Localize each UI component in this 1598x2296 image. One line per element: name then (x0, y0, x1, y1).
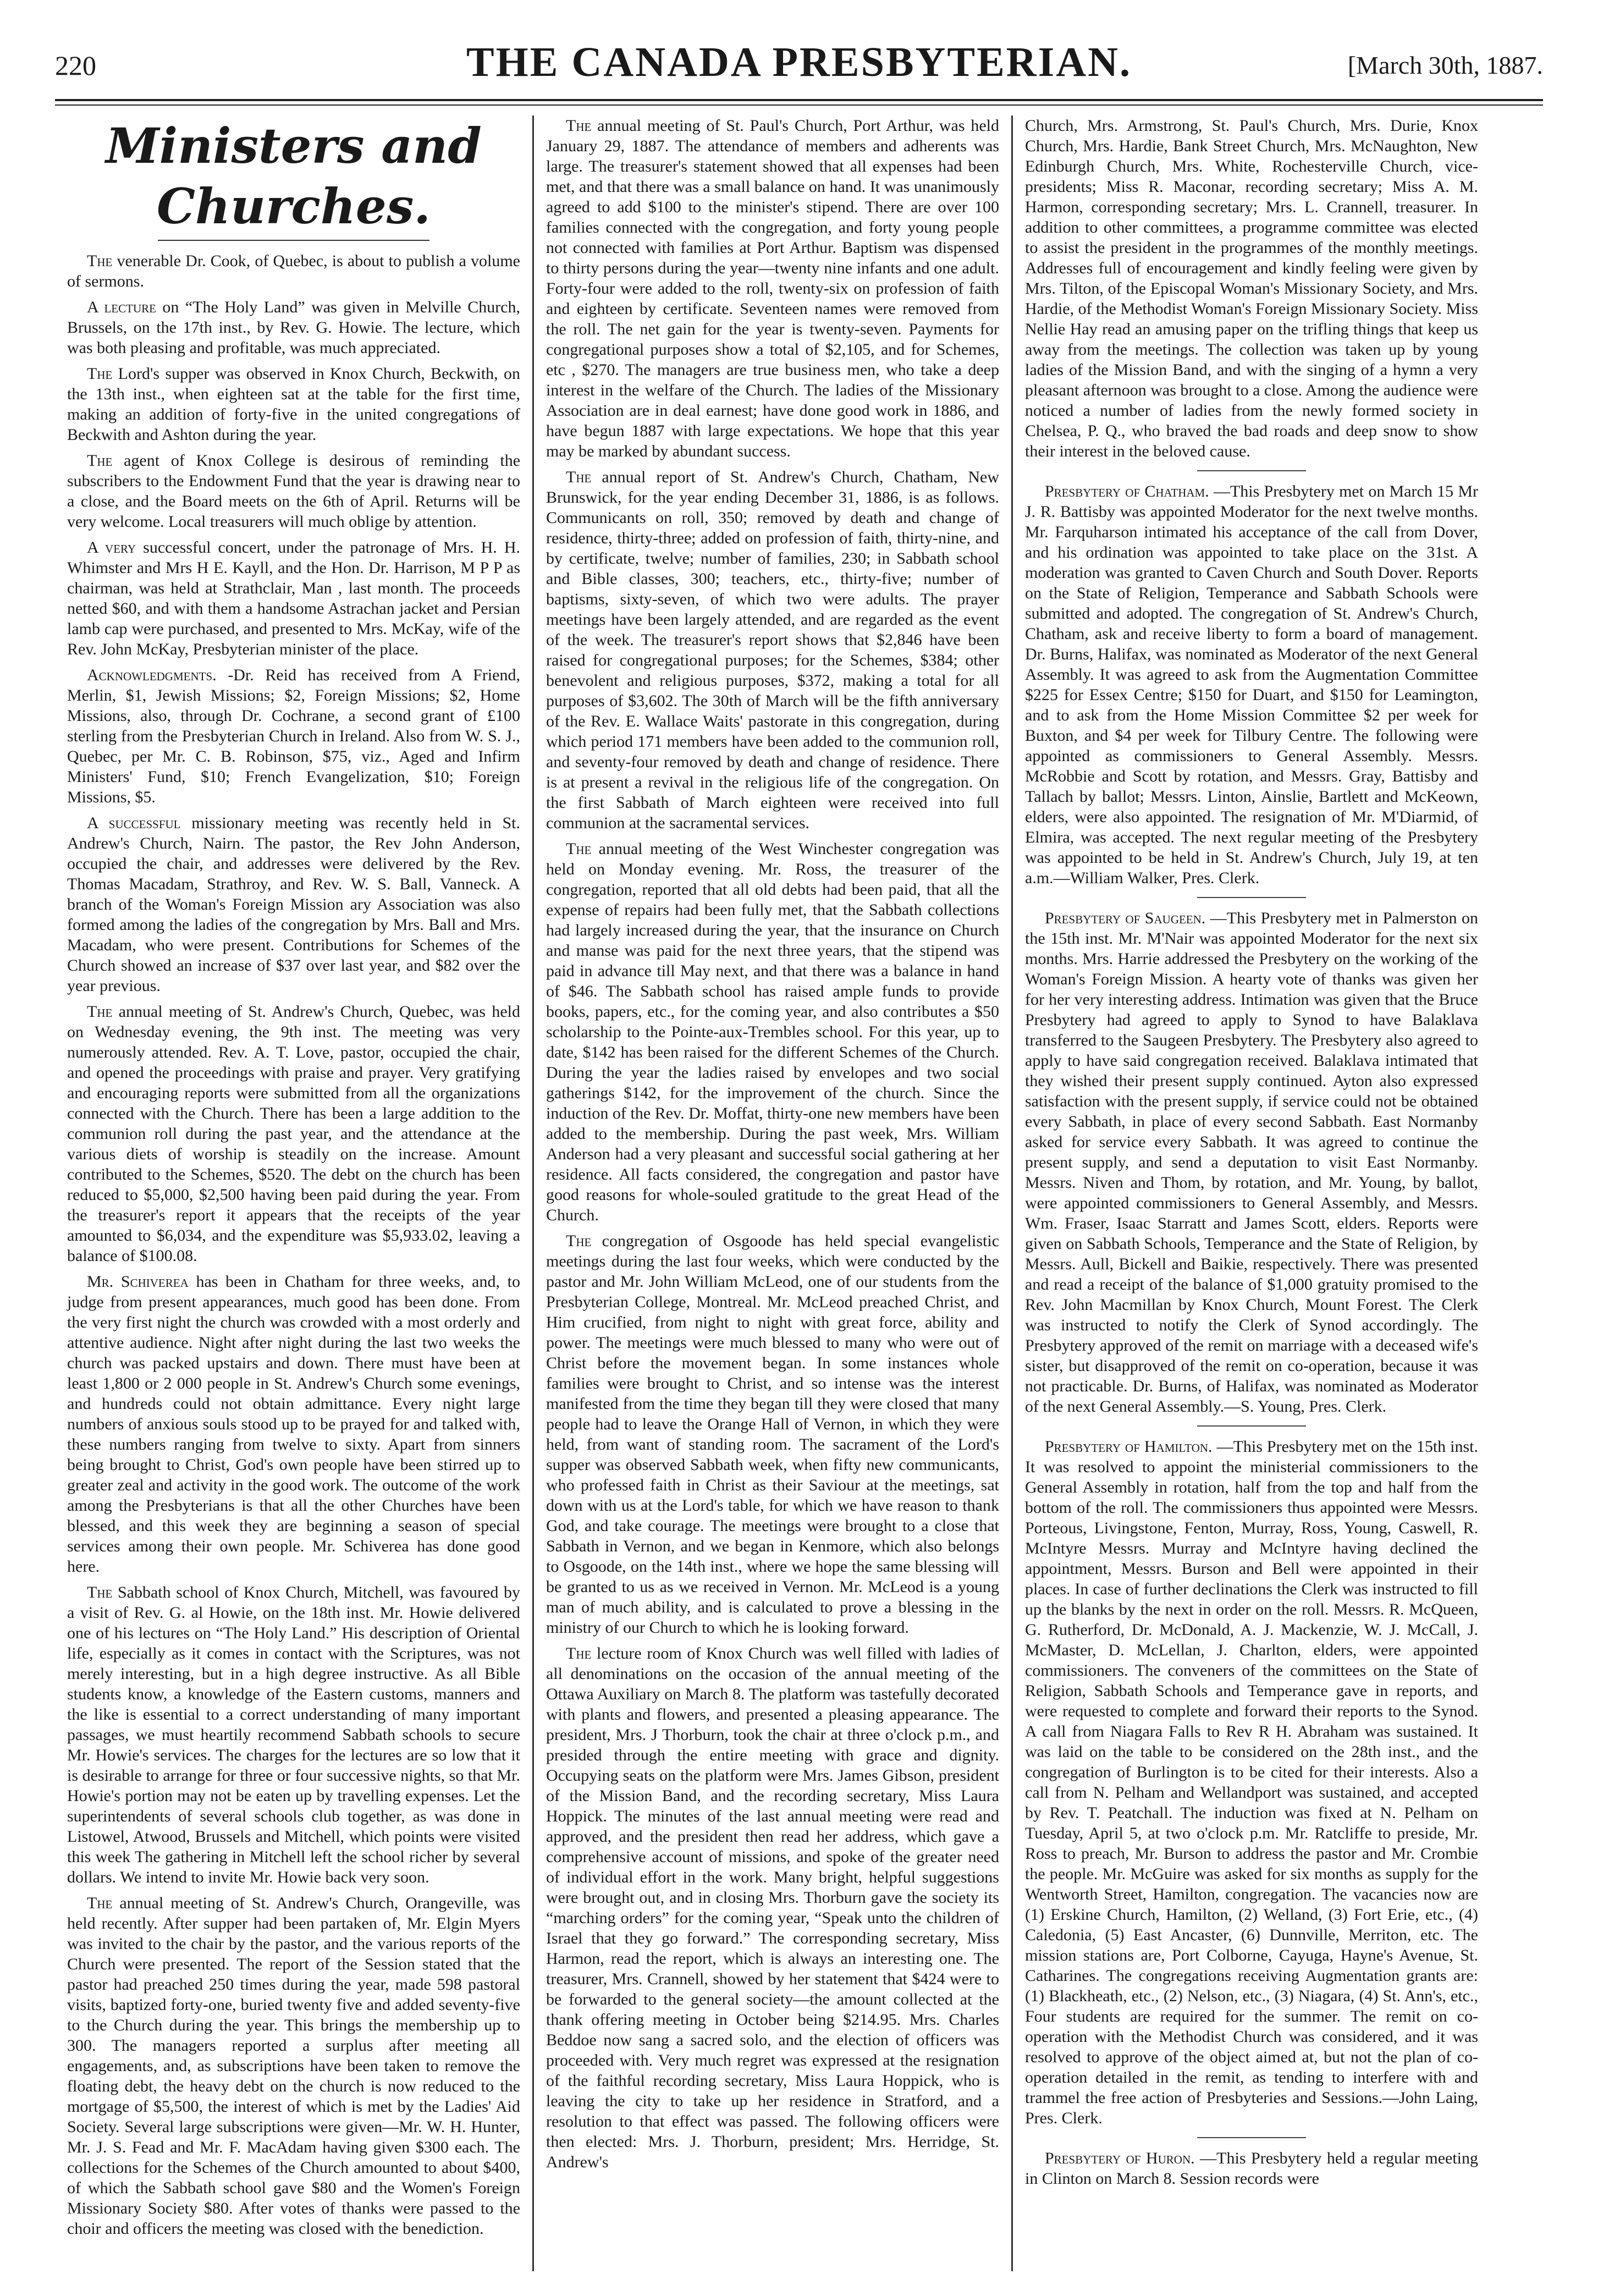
item-lead: Presbytery of Huron. (1045, 2149, 1195, 2167)
item-separator (1197, 470, 1306, 471)
item-lead: Presbytery of Chatham. (1045, 482, 1209, 500)
item-text: Sabbath school of Knox Church, Mitchell, was favoured by a visit of Rev. G. al Howie, on the 18th inst. Mr. Howie delivered one of his lectures on “The Holy Land.” His description of Oriental life, especially as it comes in contact with the Scriptures, was not merely interesting, but in a high degree instructive. As all Bible students know, a knowledge of the Eastern customs, manners and the like is essential to a correct understanding of many important passages, we must heartily recommend Sabbath schools to secure Mr. Howie's services. The charges for the lectures are so low that it is desirable to arrange for three or four successive nights, so that Mr. Howie's portion may not be eaten up by travelling expenses. Let the superintendents of several schools club together, as was done in Listowel, Atwood, Brussels and Mitchell, which points were visited this week The gathering in Mitchell left the school richer by several dollars. We intend to invite Mr. Howie back very soon. (67, 1583, 521, 1886)
item-lead: The (87, 252, 113, 270)
item-text: annual meeting of St. Andrew's Church, Orangeville, was held recently. After supper had been partaken of, Mr. Elgin Myers was invited to the chair by the pastor, and the various reports of the Church were presented. The report of the Session stated that the pastor had preached 250 times during the year, made 598 pastoral visits, baptized forty-one, buried twenty five and added seventy-five to the Church during the year. This brings the membership up to 300. The managers reported a surplus after meeting all engagements, and, as subscriptions have been taken to remove the floating debt, the heavy debt on the church is now reduced to the mortgage of $5,500, the interest of which is met by the Ladies' Aid Society. Several large subscriptions were given—Mr. W. H. Hunter, Mr. J. S. Fead and Mr. F. MacAdam having given $300 each. The collections for the Schemes of the Church amounted to about $400, of which the Sabbath school gave $80 and the Women's Foreign Missionary Society $80. After votes of thanks were passed to the choir and officers the meeting was closed with the benediction. (67, 1894, 521, 2238)
item-lead: A very (87, 538, 136, 557)
column-2 (534, 115, 1011, 2271)
item-text: congregation of Osgoode has held special evangelistic meetings during the last four weeks, which were conducted by the pastor and Mr. John William McLeod, one of our students from the Presbyterian College, Montreal. Mr. McLeod preached Christ, and Him crucified, from night to night with great force, ability and power. The meetings were much blessed to many who were out of Christ before the movement began. In some instances whole families were brought to Christ, and so intense was the interest manifested from the time they began till they were closed that many people had to leave the Orange Hall of Vernon, in which they were held, from want of standing room. The sacrament of the Lord's supper was observed Sabbath week, when fifty new communicants, who professed faith in Christ as their Saviour at the meetings, sat down with us at the Lord's table, for which we have reason to thank God, and take courage. The meetings were brought to a close that Sabbath in Vernon, and we began in Kenmore, which also belongs to Osgoode, on the 14th inst., where we hope the same blessing will be granted to us as we received in Vernon. Mr. McLeod is a young man of much ability, and is calculated to prove a blessing in the ministry of our Church to which he is looking forward. (546, 1232, 1000, 1637)
item-text: has been in Chatham for three weeks, and, to judge from present appearances, much good has been done. From the very first night the church was crowded with a most orderly and attentive audience. Night after night during the last two weeks the church was packed upstairs and down. There must have been at least 1,800 or 2 000 people in St. Andrew's Church some evenings, and hundreds could not obtain admittance. Every night large numbers of anxious souls stood up to be prayed for and talked with, these numbers ranging from twelve to sixty. Apart from sinners being brought to Christ, God's own people have been stirred up to greater zeal and activity in the good work. The outcome of the work among the Presbyterians is that all the other Churches have been blessed, and this week they are beginning a season of special services among their own people. Mr. Schiverea has done good here. (67, 1273, 521, 1576)
masthead (55, 38, 1543, 99)
item-text: Church, Mrs. Armstrong, St. Paul's Church, Mrs. Durie, Knox Church, Mrs. Hardie, Bank Street Church, Mrs. McNaughton, New Edinburgh Church, Mrs. White, Rochesterville Church, vice-presidents; Miss R. Maconar, recording secretary; Miss A. M. Harmon, corresponding secretary; Mrs. L. Crannell, treasurer. In addition to other committees, a programme committee was elected to assist the president in the programmes of the monthly meetings. Addresses full of encouragement and kindly feeling were given by Mrs. Tilton, of the Episcopal Woman's Missionary Society, and Mrs. Hardie, of the Methodist Woman's Foreign Missionary Society. Miss Nellie Hay read an amusing paper on the trifling things that keep us away from the meetings. The collection was taken up by young ladies of the Mission Band, and with the singing of a hymn a very pleasant afternoon was brought to a close. Among the audience were noticed a number of ladies from the newly formed society in Chelsea, P. Q., who braved the bad roads and deep snow to show their interest in the beloved cause. (1025, 117, 1478, 460)
item-lead: Acknowledgments. (87, 666, 217, 684)
item-text: on “The Holy Land” was given in Melville Church, Brussels, on the 17th inst., by Rev. G. Howie. The lecture, which was both pleasing and profitable, was much appreciated. (67, 298, 521, 357)
news-item (67, 1582, 520, 1887)
item-text: annual meeting of St. Paul's Church, Port Arthur, was held January 29, 1887. The attendance of members and adherents was large. The treasurer's statement showed that all expenses had been met, and that there was a small balance on hand. It was unanimously agreed to add $100 to the minister's stipend. There are over 100 families connected with the congregation, and forty young people not connected with families at Port Arthur. Baptism was dispensed to thirty persons during the year—twenty nine infants and one adult. Forty-four were added to the roll, twenty-six on profession of faith and eighteen by certificate. Seventeen names were removed from the roll. The net gain for the year is twenty-seven. Payments for congregational purposes show a total of $2,105, and for Schemes, etc , $270. The managers are true business men, who take a deep interest in the welfare of the Church. The ladies of the Missionary Association are in deal earnest; have done good work in 1886, and have begun 1887 with large expectations. We hope that this year may be marked by abundant success. (546, 117, 1000, 460)
item-separator (1197, 897, 1306, 898)
news-item (67, 297, 520, 358)
news-item (546, 467, 999, 833)
item-lead: The (87, 1583, 113, 1601)
item-text: annual report of St. Andrew's Church, Chatham, New Brunswick, for the year ending December 31, 1886, is as follows. Communicants on roll, 350; removed by death and change of residence, thirty-three; added on profession of faith, thirty-nine, and by certificate, twelve; number of families, 230; in Sabbath school and Bible classes, 300; teachers, etc., thirty-five; number of baptisms, sixty-seven, of which two were adults. The prayer meetings have been largely attended, and are regarded as the event of the week. The treasurer's report shows that $2,846 have been raised for congregational purposes; for the Schemes, $384; other benevolent and religious purposes, $372, making a total for all purposes of $3,602. The 30th of March will be the fifth anniversary of the Rev. E. Wallace Waits' pastorate in this congregation, during which period 171 members have been added to the communion roll, and seventy-four removed by death and change of residence. There is at present a revival in the religious life of the congregation. On the first Sabbath of March eighteen were received into full communion at the sacramental services. (546, 468, 999, 832)
item-lead: Presbytery of Saugeen. (1045, 909, 1206, 927)
item-lead: The (87, 1894, 113, 1912)
item-lead: A successful (87, 814, 181, 832)
item-text: —This Presbytery met on the 15th inst. It was resolved to appoint the ministerial commissioners to the General Assembly in rotation, half from the top and half from the bottom of the roll. The commissioners thus appointed were Messrs. Porteous, Livingstone, Fenton, Murray, Ross, Young, Caswell, R. McIntyre Messrs. Murray and McIntyre having declined the appointment, Messrs. Burson and Bell were appointed in their places. In case of further declinations the Clerk was instructed to fill up the blanks by the next in order on the roll. Messrs. R. McQueen, G. Rutherford, Dr. McDonald, A. J. Mackenzie, W. J. McCall, J. McMaster, D. McLellan, J. Charlton, elders, were appointed commissioners. The conveners of the committees on the State of Religion, Sabbath Schools and Temperance gave in reports, and were requested to complete and forward their reports to the Synod. A call from Niagara Falls to Rev R H. Abraham was sustained. It was laid on the table to be considered on the 28th inst., and the congregation of Burlington is to be cited for their interests. Also a call from N. Pelham and Wellandport was sustained, and accepted by Rev. T. Peatchall. The induction was fixed at N. Pelham on Tuesday, April 5, at two o'clock p.m. Mr. Ratcliffe to preside, Mr. Ross to preach, Mr. Burson to address the pastor and Mr. Crombie the people. Mr. McGuire was asked for six months as supply for the Wentworth Street, Hamilton, congregation. The vacancies now are (1) Erskine Church, Hamilton, (2) Welland, (3) Fort Erie, etc., (4) Caledonia, (5) East Ancaster, (6) Dunnville, Merriton, etc. The mission stations are, Port Colborne, Cayuga, Hayne's Avenue, St. Catharines. The congregations receiving Augmentation grants are: (1) Blackheath, etc., (2) Nelson, etc., (3) Niagara, (4) St. Ann's, etc., Four students are required for the summer. The remit on co-operation with the Methodist Church was considered, and it was resolved to approve of the object aimed at, but not the plan of co-operation detailed in the remit, as tending to interfere with and trammel the free action of Presbyteries and Sessions.—John Laing, Pres. Clerk. (1025, 1438, 1478, 2127)
item-text: —This Presbytery met on March 15 Mr J. R. Battisby was appointed Moderator for the next twelve months. Mr. Farquharson intimated his acceptance of the call from Dover, and his ordination was appointed to take place on the 31st. A moderation was granted to Caven Church and South Dover. Reports on the State of Religion, Temperance and Sabbath Schools were submitted and adopted. The congregation of St. Andrew's Church, Chatham, ask and receive liberty to form a board of management. Dr. Burns, Halifax, was nominated as Moderator of the next General Assembly. It was agreed to ask from the Augmentation Committee $225 for Essex Centre; $150 for Duart, and $150 for Leamington, and to ask from the Home Mission Committee $2 per week for Buxton, and $4 per week for Tilbury Centre. The following were appointed as commissioners to General Assembly. Messrs. McRobbie and Scott by rotation, and Messrs. Gray, Battisby and Tallach by ballot; Messrs. Linton, Ainslie, Bartlett and McKeown, elders, were also appointed. The resignation of Mr. M'Diarmid, of Elmira, was accepted. The next regular meeting of the Presbytery was appointed to be held in St. Andrew's Church, July 19, at ten a.m.—William Walker, Pres. Clerk. (1025, 482, 1479, 887)
news-item (67, 665, 520, 807)
news-item (1025, 481, 1478, 888)
section-title: Ministers and Churches. (106, 117, 482, 235)
item-text: agent of Knox College is desirous of reminding the subscribers to the Endowment Fund that the year is drawing near to a close, and the Board meets on the 6th of April. Returns will be very welcome. Local treasurers will much oblige by attention. (67, 452, 521, 531)
news-item (1025, 1436, 1478, 2128)
news-item (1025, 115, 1478, 461)
item-text: annual meeting of the West Winchester congregation was held on Monday evening. Mr. Ross, the treasurer of the congregation, reported that all old debts had been paid, that all the expense of repairs had been fully met, that the Sabbath collections had largely increased during the year, that the insurance on Church and manse was paid for the next three years, that the stipend was paid in advance till May next, and that there was a balance in hand of $46. The Sabbath school has raised ample funds to provide books, papers, etc., for the coming year, and also contributes a $50 scholarship to the Pointe-aux-Trembles school. For this year, up to date, $142 has been raised for the different Schemes of the Church. During the year the ladies raised by envelopes and two social gatherings $142, for the improvement of the church. Since the induction of the Rev. Dr. Moffat, thirty-one new members have been added to the membership. During the past week, Mrs. William Anderson had a very pleasant and successful social gathering at her residence. All facts considered, the congregation and pastor have good reasons for whole-souled gratitude to the great Head of the Church. (546, 840, 999, 1224)
item-lead: A lecture (87, 298, 156, 316)
news-item (67, 1893, 520, 2239)
item-text: -Dr. Reid has received from A Friend, Merlin, $1, Jewish Missions; $2, Foreign Missions; $2, Home Missions, also, through Dr. Cochrane, a second grant of £100 sterling from the Presbyterian Church in Ireland. Also from W. S. J., Quebec, per Mr. C. B. Robinson, $75, viz., Aged and Infirm Ministers' Fund, $10; French Evangelization, $10; Foreign Missions, $5. (67, 666, 520, 806)
item-lead: The (566, 1644, 592, 1662)
news-item (1025, 2148, 1478, 2189)
column-1 (55, 115, 532, 2271)
item-lead: The (566, 117, 592, 135)
item-text: lecture room of Knox Church was well filled with ladies of all denominations on the occasion of the annual meeting of the Ottawa Auxiliary on March 8. The platform was tastefully decorated with plants and flowers, and presented a pleasing appearance. The president, Mrs. J Thorburn, took the chair at three o'clock p.m., and presided through the entire meeting with grace and dignity. Occupying seats on the platform were Mrs. James Gibson, president of the Mission Band, and the recording secretary, Miss Laura Hoppick. The minutes of the last annual meeting were read and approved, and the president then read her address, which gave a comprehensive account of missions, and spoke of the greater need of individual effort in the work. Many bright, helpful suggestions were brought out, and in closing Mrs. Thorburn gave the society its “marching orders” for the coming year, “Speak unto the children of Israel that they go forward.” The corresponding secretary, Miss Harmon, read the report, which is always an interesting one. The treasurer, Mrs. Crannell, showed by her statement that $424 were to be forwarded to the general society—the amount collected at the thank offering meeting in October being $214.95. Mrs. Charles Beddoe now sang a sacred solo, and the election of officers was proceeded with. Very much regret was expressed at the resignation of the faithful recording secretary, Miss Laura Hoppick, who is leaving the city to take up her residence in Stratford, and a resolution to that effect was passed. The following officers were then elected: Mrs. J. Thorburn, president; Mrs. Herridge, St. Andrew's (546, 1644, 999, 2171)
item-text: —This Presbytery held a regular meeting in Clinton on March 8. Session records were (1025, 2149, 1478, 2188)
news-item (67, 1001, 520, 1266)
news-item (67, 1271, 520, 1577)
item-lead: The (87, 365, 113, 383)
masthead-rule (55, 99, 1543, 106)
news-item (546, 1231, 999, 1638)
page-number: 220 (55, 50, 96, 81)
news-item (67, 813, 520, 996)
item-separator (1197, 1425, 1306, 1427)
item-lead: The (566, 1232, 592, 1250)
journal-title: THE CANADA PRESBYTERIAN. (466, 39, 1132, 85)
item-lead: Presbytery of Hamilton. (1045, 1438, 1213, 1456)
column-3 (1013, 115, 1490, 2271)
item-lead: The (566, 840, 592, 858)
item-lead: The (566, 468, 592, 486)
news-item (67, 537, 520, 659)
item-text: Lord's supper was observed in Knox Church, Beckwith, on the 13th inst., when eighteen sat at the table for the first time, making an addition of forty-five in the united congregations of Beckwith and Ashton during the year. (67, 365, 520, 444)
news-item (546, 115, 999, 461)
newspaper-page (55, 38, 1543, 2271)
item-separator (1197, 2137, 1306, 2138)
item-text: venerable Dr. Cook, of Quebec, is about to publish a volume of sermons. (67, 252, 520, 290)
issue-date: [March 30th, 1887. (1347, 51, 1543, 79)
item-text: missionary meeting was recently held in St. Andrew's Church, Nairn. The pastor, the Rev John Anderson, occupied the chair, and addresses were delivered by the Rev. Thomas Macadam, Strathroy, and Rev. W. S. Ball, Vanneck. A branch of the Woman's Foreign Mission ary Association was also formed among the ladies of the congregation by Mrs. Ball and Mrs. Macadam, who were present. Contributions for Schemes of the Church showed an increase of $37 over last year, and $82 over the year previous. (67, 814, 521, 995)
news-item (546, 1643, 999, 2172)
section-title-rule (158, 240, 429, 241)
news-item (67, 364, 520, 445)
news-item (546, 839, 999, 1225)
article-columns (55, 115, 1543, 2271)
item-lead: The (87, 1003, 113, 1021)
item-lead: The (87, 452, 113, 470)
news-item (67, 450, 520, 532)
news-item (1025, 908, 1478, 1417)
item-text: annual meeting of St. Andrew's Church, Quebec, was held on Wednesday evening, the 9th inst. The meeting was very numerously attended. Rev. A. T. Love, pastor, occupied the chair, and opened the proceedings with praise and prayer. Very gratifying and encouraging reports were submitted from all the organizations connected with the Church. There has been a large addition to the communion roll during the past year, and the attendance at the various diets of worship is steadily on the increase. Amount contributed to the Schemes, $520. The debt on the church has been reduced to $5,000, $2,500 having been paid during the year. From the treasurer's report it appears that the receipts of the year amounted to $6,034, and the expenditure was $5,933.02, leaving a balance of $100.08. (67, 1003, 521, 1265)
item-lead: Mr. Schiverea (87, 1273, 189, 1291)
news-item (67, 251, 520, 291)
item-text: —This Presbytery met in Palmerston on the 15th inst. Mr. M'Nair was appointed Moderator for the next six months. Mrs. Harrie addressed the Presbytery on the working of the Woman's Foreign Mission. A hearty vote of thanks was given her for her very interesting address. Intimation was given that the Bruce Presbytery had agreed to apply to Synod to have Balaklava transferred to the Saugeen Presbytery. The Presbytery also agreed to apply to have said congregation received. Balaklava intimated that they wished their present supply continued. Ayton also expressed satisfaction with the present supply, if service could not be obtained every Sabbath, in place of every second Sabbath. East Normanby asked for service every Sabbath. It was agreed to continue the present supply, and send a deputation to visit East Normanby. Messrs. Niven and Thom, by rotation, and Mr. Young, by ballot, were appointed commissioners to General Assembly, and Messrs. Wm. Fraser, Isaac Starratt and James Scott, elders. Reports were given on Sabbath Schools, Temperance and the State of Religion, by Messrs. Aull, Bickell and Baikie, respectively. There was presented and read a receipt of the balance of $1,000 gratuity promised to the Rev. John Macmillan by Knox Church, Mount Forest. The Clerk was instructed to notify the Clerk of Synod accordingly. The Presbytery approved of the remit on marriage with a deceased wife's sister, but disapproved of the remit on co-operation, because it was not practicable. Dr. Burns, of Halifax, was nominated as Moderator of the next General Assembly.—S. Young, Pres. Clerk. (1025, 909, 1479, 1416)
item-text: successful concert, under the patronage of Mrs. H. H. Whimster and Mrs H E. Kayll, and the Hon. Dr. Harrison, M P P as chairman, was held at Strathclair, Man , last month. The proceeds netted $60, and with them a handsome Astrachan jacket and Persian lamb cap were purchased, and presented to Mrs. McKay, wife of the Rev. John McKay, Presbyterian minister of the place. (67, 538, 520, 658)
